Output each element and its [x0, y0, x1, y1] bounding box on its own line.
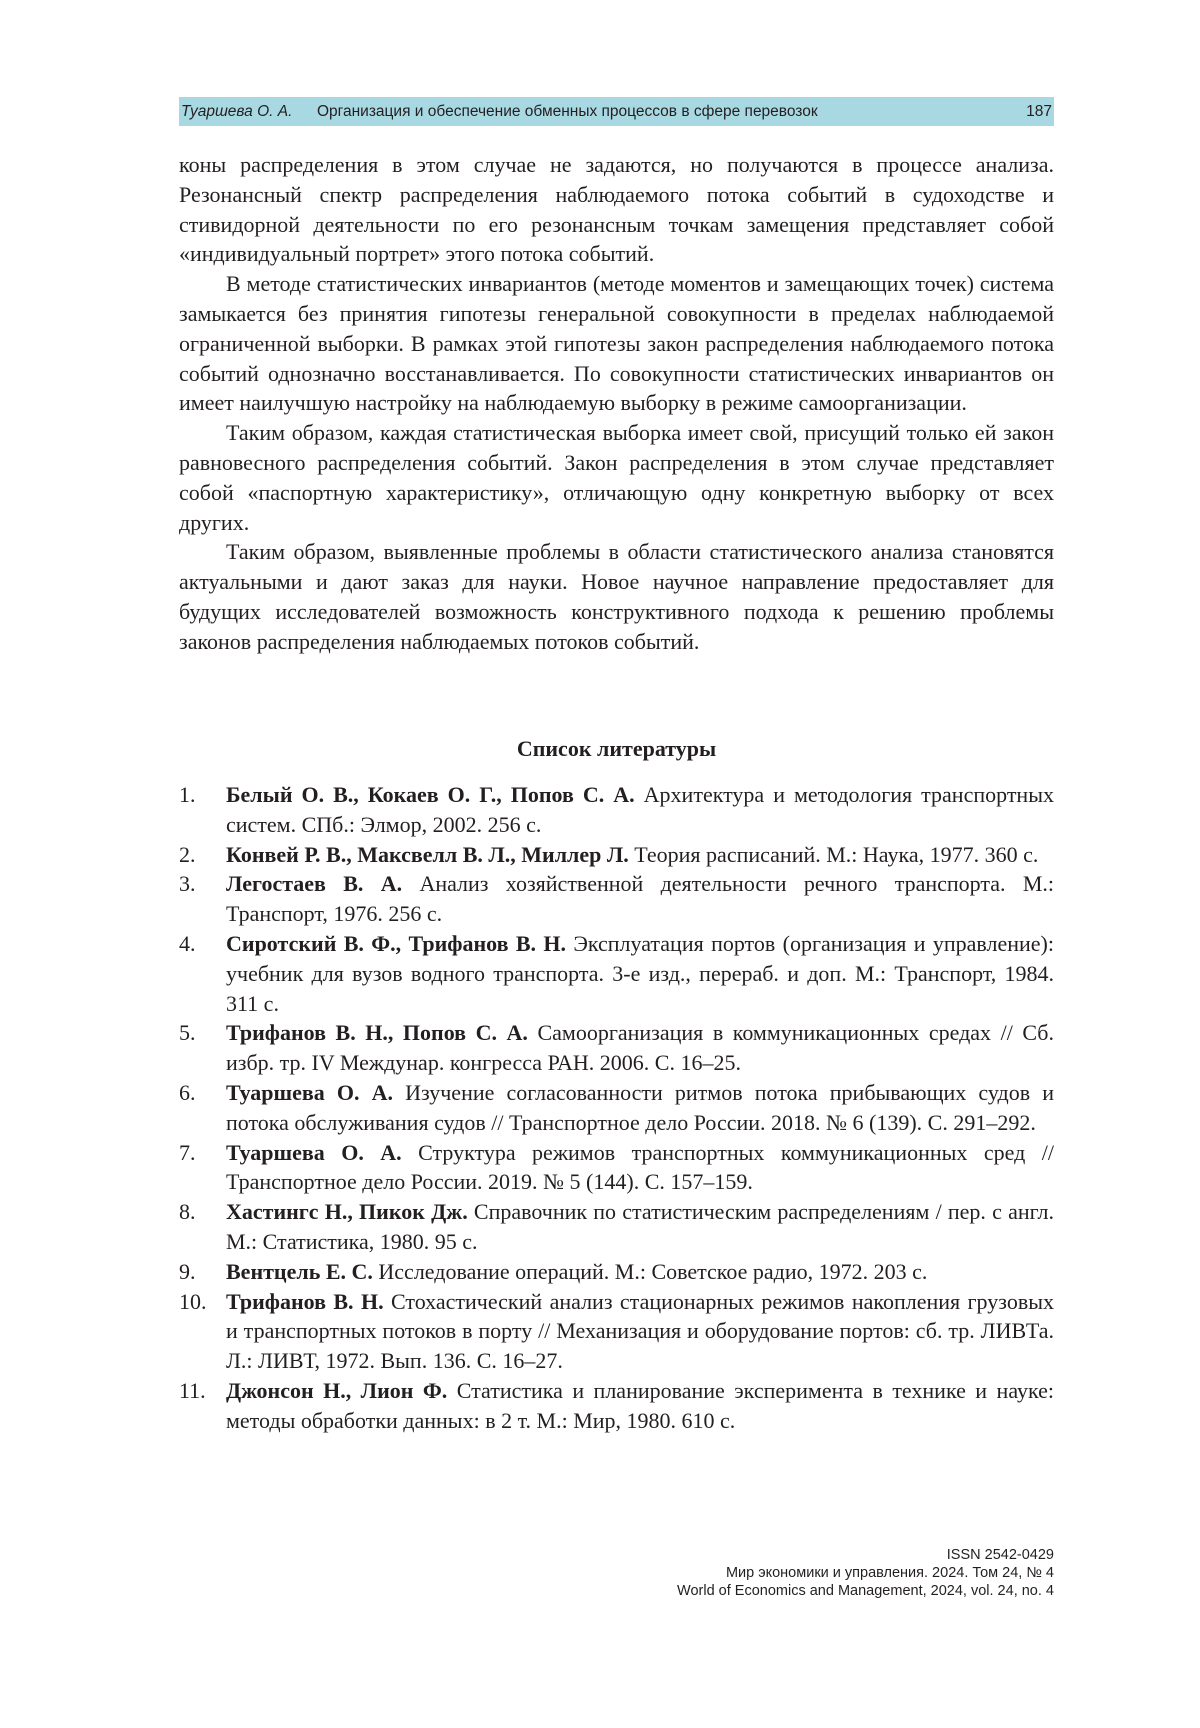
reference-item	[179, 929, 1054, 1018]
reference-item	[179, 1078, 1054, 1138]
reference-item	[179, 780, 1054, 840]
reference-number: 6.	[179, 1079, 196, 1105]
reference-item	[179, 1018, 1054, 1078]
reference-item	[179, 1376, 1054, 1436]
body-paragraph: Таким образом, выявленные проблемы в области статистического анализа становятся актуальными и дают заказ для науки. Новое научное направление предоставляет для будущих исследователей возможность конструктивного подхода к решению проблемы законов распределения наблюдаемых потоков событий.	[179, 539, 1054, 654]
page-number: 187	[1026, 103, 1052, 120]
body-paragraph: В методе статистических инвариантов (методе моментов и замещающих точек) система замыкается без принятия гипотезы генеральной совокупности в пределах наблюдаемой ограниченной выборки. В рамках этой гипотезы закон распределения наблюдаемого потока событий однозначно восстанавливается. По совокупности статистических инвариантов он имеет наилучшую настройку на наблюдаемую выборку в режиме самоорганизации.	[179, 271, 1054, 416]
reference-number: 8.	[179, 1199, 196, 1225]
reference-item	[179, 869, 1054, 929]
header-title: Организация и обеспечение обменных процессов в сфере перевозок	[317, 103, 818, 120]
reference-text: Исследование операций. М.: Советское радио, 1972. 203 с.	[372, 1258, 928, 1284]
reference-text: Структура режимов транспортных коммуникационных сред // Транспортное дело России. 2019. № 5 (144). С. 157–159.	[226, 1139, 1054, 1195]
reference-text: Архитектура и методология транспортных систем. СПб.: Элмор, 2002. 256 с.	[226, 782, 1054, 837]
running-header	[179, 97, 1054, 126]
reference-authors: Туаршева О. А.	[226, 1139, 402, 1165]
body-paragraph: Таким образом, каждая статистическая выборка имеет свой, присущий только ей закон равновесного распределения событий. Закон распределения в этом случае представляет собой «паспортную характеристику», отличающую одну конкретную выборку от всех других.	[179, 420, 1054, 535]
reference-authors: Сиротский В. Ф., Трифанов В. Н.	[226, 930, 566, 956]
reference-authors: Туаршева О. А.	[226, 1079, 393, 1105]
reference-item	[179, 1138, 1054, 1198]
reference-item	[179, 1197, 1054, 1257]
reference-number: 3.	[179, 871, 196, 897]
references-list	[179, 780, 1054, 1436]
reference-text: Анализ хозяйственной деятельности речного транспорта. М.: Транспорт, 1976. 256 с.	[226, 871, 1054, 927]
reference-number: 5.	[179, 1020, 196, 1046]
reference-number: 4.	[179, 930, 196, 956]
reference-text: Справочник по статистическим распределениям / пер. с англ. М.: Статистика, 1980. 95 с.	[226, 1199, 1055, 1254]
reference-text: Теория расписаний. М.: Наука, 1977. 360 с.	[628, 841, 1039, 867]
journal-footer	[677, 1546, 1054, 1600]
reference-text: Статистика и планирование эксперимента в технике и науке: методы обработки данных: в 2 т. М.: Мир, 1980. 610 с.	[226, 1377, 1054, 1433]
footer-journal-en: World of Economics and Management, 2024, vol. 24, no. 4	[677, 1583, 1054, 1599]
reference-authors: Джонсон Н., Лион Ф.	[226, 1377, 448, 1403]
reference-number: 10.	[179, 1288, 207, 1314]
reference-number: 9.	[179, 1258, 196, 1284]
footer-journal-ru: Мир экономики и управления. 2024. Том 24, № 4	[725, 1565, 1054, 1581]
reference-item	[179, 1287, 1054, 1376]
article-body	[179, 150, 1054, 657]
reference-text: Стохастический анализ стационарных режимов накопления грузовых и транспортных потоков в порту // Механизация и оборудование портов: сб. тр. ЛИВТа. Л.: ЛИВТ, 1972. Вып. 136. С. 16–27.	[226, 1288, 1055, 1374]
references-heading: Список литературы	[516, 736, 717, 761]
reference-item	[179, 840, 1054, 870]
reference-authors: Трифанов В. Н., Попов С. А.	[226, 1020, 528, 1046]
reference-number: 1.	[179, 782, 196, 807]
reference-text: Эксплуатация портов (организация и управление): учебник для вузов водного транспорта. 3-е изд., перераб. и доп. М.: Транспорт, 1984. 311 с.	[226, 930, 1054, 1016]
reference-number: 2.	[179, 841, 196, 867]
reference-number: 11.	[179, 1377, 206, 1403]
reference-authors: Конвей Р. В., Максвелл В. Л., Миллер Л.	[226, 841, 629, 867]
reference-number: 7.	[179, 1139, 196, 1165]
reference-authors: Трифанов В. Н.	[226, 1288, 384, 1314]
reference-authors: Вентцель Е. С.	[226, 1258, 373, 1284]
reference-authors: Хастингс Н., Пикок Дж.	[226, 1199, 468, 1225]
reference-item	[179, 1257, 1054, 1287]
reference-authors: Белый О. В., Кокаев О. Г., Попов С. А.	[226, 782, 635, 807]
header-author: Туаршева О. А.	[181, 103, 293, 120]
reference-authors: Легостаев В. А.	[226, 871, 403, 897]
reference-text: Изучение согласованности ритмов потока прибывающих судов и потока обслуживания судов // Транспортное дело России. 2018. № 6 (139). С. 291–292.	[226, 1079, 1054, 1135]
reference-text: Самоорганизация в коммуникационных средах // Сб. избр. тр. IV Междунар. конгресса РАН. 2006. С. 16–25.	[226, 1020, 1054, 1076]
body-paragraph: коны распределения в этом случае не задаются, но получаются в процессе анализа. Резонансный спектр распределения наблюдаемого потока событий в судоходстве и стивидорной деятельности по его резонансным точкам замещения представляет собой «индивидуальный портрет» этого потока событий.	[179, 152, 1054, 267]
footer-issn: ISSN 2542-0429	[946, 1547, 1054, 1563]
